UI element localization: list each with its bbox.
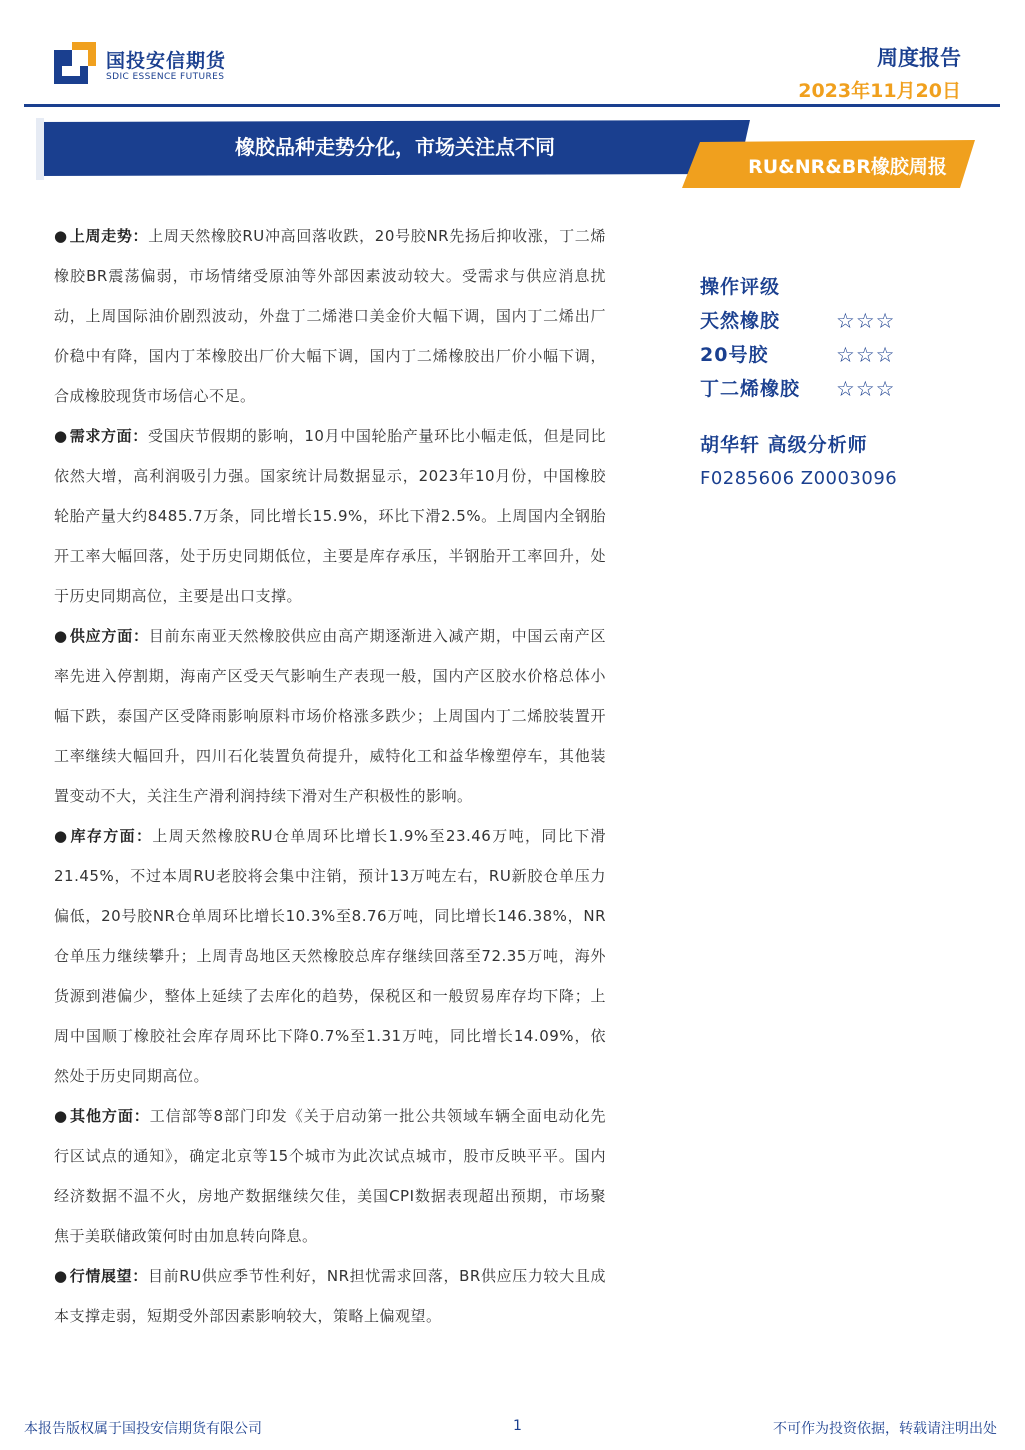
section-heading: 库存方面：	[70, 827, 153, 845]
title-band	[0, 112, 1025, 196]
section-text: 上周天然橡胶RU冲高回落收跌，20号胶NR先扬后抑收涨，丁二烯橡胶BR震荡偏弱，市场情绪受原油等外部因素波动较大。受需求与供应消息扰动，上周国际油价剧烈波动，外盘丁二烯港口美金价大幅下调，国内丁二烯出厂价稳中有降，国内丁苯橡胶出厂价大幅下调，国内丁二烯橡胶出厂价小幅下调，合成橡胶现货市场信心不足。	[54, 227, 606, 405]
footer-copyright: 本报告版权属于国投安信期货有限公司	[24, 1421, 262, 1437]
section-supply	[54, 616, 606, 816]
section-demand	[54, 416, 606, 616]
section-text: 目前RU供应季节性利好，NR担忧需求回落，BR供应压力较大且成本支撑走弱，短期受外部因素影响较大，策略上偏观望。	[54, 1267, 606, 1325]
rating-row	[700, 338, 1000, 372]
star-rating-icon: ☆☆☆	[836, 377, 896, 401]
bullet-icon: ●	[54, 627, 68, 645]
footer-disclaimer: 不可作为投资依据，转载请注明出处	[773, 1421, 997, 1437]
logo-name-en: SDIC ESSENCE FUTURES	[106, 72, 225, 82]
rating-row	[700, 372, 1000, 406]
bullet-icon: ●	[54, 1107, 69, 1125]
section-text: 受国庆节假期的影响，10月中国轮胎产量环比小幅走低，但是同比依然大增，高利润吸引力强。国家统计局数据显示，2023年10月份，中国橡胶轮胎产量大约8485.7万条，同比增长15.9%，环比下滑2.5%。上周国内全钢胎开工率大幅回落，处于历史同期低位，主要是库存承压，半钢胎开工率回升，处于历史同期高位，主要是出口支撑。	[54, 427, 606, 605]
company-logo	[54, 42, 244, 90]
section-weekly-trend	[54, 216, 606, 416]
star-rating-icon: ☆☆☆	[836, 343, 896, 367]
analyst-cert: F0285606 Z0003096	[700, 468, 898, 489]
report-title: 橡胶品种走势分化，市场关注点不同	[235, 135, 555, 159]
section-inventory	[54, 816, 606, 1096]
bullet-icon: ●	[54, 427, 68, 445]
rating-title: 操作评级	[700, 276, 781, 298]
logo-mark-icon	[54, 42, 96, 84]
section-outlook	[54, 1256, 606, 1336]
sidebar	[700, 270, 1000, 496]
logo-name-cn: 国投安信期货	[106, 50, 227, 72]
rating-name: 20号胶	[700, 344, 769, 366]
section-text: 工信部等8部门印发《关于启动第一批公共领域车辆全面电动化先行区试点的通知》，确定北京等15个城市为此次试点城市，股市反映平平。国内经济数据不温不火，房地产数据继续欠佳，美国CPI数据表现超出预期，市场聚焦于美联储政策何时由加息转向降息。	[54, 1107, 606, 1245]
rating-name: 天然橡胶	[700, 310, 781, 332]
header-divider	[24, 104, 1000, 107]
report-subtitle: RU&NR&BR橡胶周报	[748, 156, 947, 178]
rating-row	[700, 304, 1000, 338]
bullet-icon: ●	[54, 1267, 68, 1285]
section-text: 目前东南亚天然橡胶供应由高产期逐渐进入减产期，中国云南产区率先进入停割期，海南产区受天气影响生产表现一般，国内产区胶水价格总体小幅下跌，泰国产区受降雨影响原料市场价格涨多跌少；上周国内丁二烯胶装置开工率继续大幅回升，四川石化装置负荷提升，威特化工和益华橡塑停车，其他装置变动不大，关注生产滑利润持续下滑对生产积极性的影响。	[54, 627, 606, 805]
page-number: 1	[513, 1418, 522, 1434]
section-heading: 行情展望：	[69, 1267, 148, 1285]
bullet-icon: ●	[54, 227, 68, 245]
bullet-icon: ●	[54, 827, 69, 845]
report-body	[54, 216, 606, 1336]
section-heading: 供应方面：	[69, 627, 149, 645]
section-heading: 其他方面：	[70, 1107, 150, 1125]
star-rating-icon: ☆☆☆	[836, 309, 896, 333]
section-heading: 需求方面：	[69, 427, 148, 445]
report-type: 周度报告	[877, 46, 961, 70]
report-date: 2023年11月20日	[798, 80, 961, 102]
rating-name: 丁二烯橡胶	[700, 378, 801, 400]
section-text: 上周天然橡胶RU仓单周环比增长1.9%至23.46万吨，同比下滑21.45%，不过本周RU老胶将会集中注销，预计13万吨左右，RU新胶仓单压力偏低，20号胶NR仓单周环比增长10.3%至8.76万吨，同比增长146.38%，NR仓单压力继续攀升；上周青岛地区天然橡胶总库存继续回落至72.35万吨，海外货源到港偏少，整体上延续了去库化的趋势，保税区和一般贸易库存均下降；上周中国顺丁橡胶社会库存周环比下降0.7%至1.31万吨，同比增长14.09%，依然处于历史同期高位。	[54, 827, 606, 1085]
section-other	[54, 1096, 606, 1256]
section-heading: 上周走势：	[69, 227, 149, 245]
analyst-name: 胡华轩 高级分析师	[700, 434, 868, 456]
